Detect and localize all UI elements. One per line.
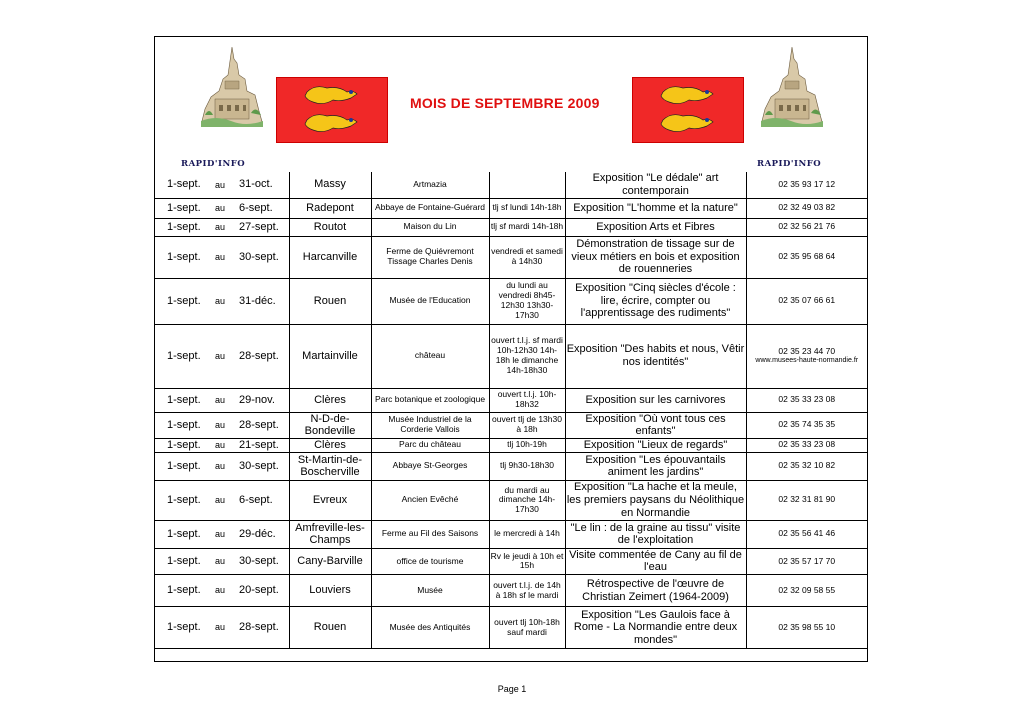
cell-expo xyxy=(565,480,746,520)
cell-expo xyxy=(565,520,746,548)
end-text: 21-sept. xyxy=(239,438,279,451)
cell-phone xyxy=(746,236,867,278)
events-table xyxy=(155,172,867,649)
cell-end xyxy=(238,438,289,452)
cell-hours xyxy=(489,452,565,480)
hours-text: ouvert tlj 10h-18h sauf mardi xyxy=(494,616,560,637)
venue-text: Ferme de Quiévremont Tissage Charles Denis xyxy=(386,246,474,266)
cell-venue xyxy=(371,438,489,452)
venue-text: office de tourisme xyxy=(396,555,464,566)
cell-au xyxy=(215,388,238,412)
cell-au xyxy=(215,607,238,649)
phone-text: 02 32 56 21 76 xyxy=(778,221,836,232)
cell-expo xyxy=(565,412,746,438)
start-text: 1-sept. xyxy=(167,621,201,634)
au-text: au xyxy=(215,179,226,190)
end-text: 31-déc. xyxy=(239,294,276,307)
table-row xyxy=(155,438,867,452)
city-text: Routot xyxy=(313,220,347,233)
end-text: 29-déc. xyxy=(239,527,276,540)
au-text: au xyxy=(215,419,226,430)
cell-end xyxy=(238,575,289,607)
city-text: Louviers xyxy=(309,584,351,597)
table-row xyxy=(155,575,867,607)
phone-text: 02 35 98 55 10 xyxy=(778,621,836,632)
cell-hours xyxy=(489,198,565,218)
cell-au xyxy=(215,412,238,438)
cell-au xyxy=(215,438,238,452)
cell-phone xyxy=(746,198,867,218)
phone-text: 02 35 33 23 08 xyxy=(778,394,836,405)
phone-text: 02 35 56 41 46 xyxy=(778,528,836,539)
cell-city xyxy=(289,324,371,388)
au-text: au xyxy=(215,622,226,633)
hours-text: ouvert tlj de 13h30 à 18h xyxy=(492,414,562,435)
city-text: Radepont xyxy=(306,201,354,214)
end-text: 20-sept. xyxy=(239,584,279,597)
cell-hours xyxy=(489,438,565,452)
table-row xyxy=(155,412,867,438)
cell-end xyxy=(238,480,289,520)
phone-text: 02 35 57 17 70 xyxy=(778,555,836,566)
cell-venue xyxy=(371,172,489,198)
page-title: MOIS DE SEPTEMBRE 2009 xyxy=(410,95,600,111)
cell-start xyxy=(155,198,215,218)
hours-text: tlj sf lundi 14h-18h xyxy=(492,202,562,213)
hours-text: Rv le jeudi à 10h et 15h xyxy=(490,550,564,571)
cell-end xyxy=(238,520,289,548)
hours-text: tlj sf mardi 14h-18h xyxy=(490,221,564,232)
cell-venue xyxy=(371,452,489,480)
cell-venue xyxy=(371,218,489,236)
cell-hours xyxy=(489,480,565,520)
cell-start xyxy=(155,607,215,649)
cell-expo xyxy=(565,198,746,218)
au-text: au xyxy=(215,440,226,451)
city-text: Evreux xyxy=(312,493,348,506)
au-text: au xyxy=(215,394,226,405)
cell-expo xyxy=(565,172,746,198)
venue-text: Parc du château xyxy=(399,439,461,450)
start-text: 1-sept. xyxy=(167,178,201,191)
start-text: 1-sept. xyxy=(167,438,201,451)
cell-phone xyxy=(746,388,867,412)
phone-text: 02 35 32 10 82 xyxy=(778,460,836,471)
expo-text: Exposition "Le dédale" art contemporain xyxy=(592,172,719,197)
cell-city xyxy=(289,218,371,236)
city-text: Harcanville xyxy=(302,250,358,263)
end-text: 6-sept. xyxy=(239,201,273,214)
normandy-flag-right xyxy=(632,77,744,143)
cell-city xyxy=(289,412,371,438)
hours-text: du mardi au dimanche 14h-17h30 xyxy=(498,484,556,515)
hours-text: tlj 10h-19h xyxy=(507,439,547,450)
cell-start xyxy=(155,236,215,278)
cell-hours xyxy=(489,607,565,649)
start-text: 1-sept. xyxy=(167,250,201,263)
cell-expo xyxy=(565,218,746,236)
cell-au xyxy=(215,218,238,236)
venue-text: Ancien Evêché xyxy=(401,494,459,505)
cell-end xyxy=(238,236,289,278)
cell-expo xyxy=(565,324,746,388)
cell-hours xyxy=(489,520,565,548)
end-text: 30-sept. xyxy=(239,459,279,472)
venue-text: Abbaye de Fontaine-Guérard xyxy=(374,202,486,213)
cell-end xyxy=(238,412,289,438)
expo-text: Exposition "La hache et la meule, les premiers paysans du Néolithique en Normandie xyxy=(566,481,745,519)
expo-text: Exposition "Les Gaulois face à Rome - La Normandie entre deux mondes" xyxy=(573,608,738,646)
cell-city xyxy=(289,198,371,218)
expo-text: "Le lin : de la graine au tissu" visite de l'exploitation xyxy=(570,521,741,547)
city-text: Rouen xyxy=(313,294,347,307)
start-text: 1-sept. xyxy=(167,584,201,597)
expo-text: Exposition "Cinq siècles d'école : lire, écrire, compter ou l'apprentissage des rudiments" xyxy=(575,282,736,320)
end-text: 28-sept. xyxy=(239,349,279,362)
expo-text: Rétrospective de l'œuvre de Christian Zeimert (1964-2009) xyxy=(582,577,729,603)
venue-text: Musée des Antiquités xyxy=(389,621,471,632)
end-text: 30-sept. xyxy=(239,250,279,263)
cell-city xyxy=(289,520,371,548)
cell-start xyxy=(155,324,215,388)
cell-end xyxy=(238,172,289,198)
table-row xyxy=(155,278,867,324)
cell-venue xyxy=(371,548,489,574)
table-row xyxy=(155,480,867,520)
au-text: au xyxy=(215,202,226,213)
cell-phone xyxy=(746,520,867,548)
cell-phone xyxy=(746,438,867,452)
au-text: au xyxy=(215,295,226,306)
cell-start xyxy=(155,575,215,607)
expo-text: Exposition "Lieux de regards" xyxy=(583,438,728,451)
cell-au xyxy=(215,548,238,574)
expo-text: Exposition "Les épouvantails animent les jardins" xyxy=(585,453,726,479)
expo-text: Démonstration de tissage sur de vieux métiers en bois et exposition de rouenneries xyxy=(571,238,740,276)
cell-venue xyxy=(371,198,489,218)
cell-city xyxy=(289,452,371,480)
venue-text: Maison du Lin xyxy=(403,221,457,232)
au-text: au xyxy=(215,585,226,596)
city-text: St-Martin-de-Boscherville xyxy=(297,453,363,479)
cell-start xyxy=(155,278,215,324)
venue-text: Musée xyxy=(417,584,443,595)
city-text: Massy xyxy=(314,178,346,191)
cell-venue xyxy=(371,575,489,607)
cell-phone xyxy=(746,607,867,649)
cell-expo xyxy=(565,388,746,412)
cell-start xyxy=(155,480,215,520)
cell-city xyxy=(289,388,371,412)
start-text: 1-sept. xyxy=(167,527,201,540)
cell-end xyxy=(238,607,289,649)
cell-phone xyxy=(746,218,867,236)
cell-hours xyxy=(489,412,565,438)
table-row xyxy=(155,548,867,574)
table-row xyxy=(155,607,867,649)
cell-phone xyxy=(746,548,867,574)
start-text: 1-sept. xyxy=(167,294,201,307)
end-text: 6-sept. xyxy=(239,493,273,506)
cell-start xyxy=(155,438,215,452)
start-text: 1-sept. xyxy=(167,393,201,406)
cell-hours xyxy=(489,218,565,236)
venue-text: Artmazia xyxy=(413,178,447,189)
cell-hours xyxy=(489,236,565,278)
table-row xyxy=(155,324,867,388)
au-text: au xyxy=(215,221,226,232)
cell-phone xyxy=(746,172,867,198)
phone-text: 02 32 31 81 90 xyxy=(778,494,836,505)
au-text: au xyxy=(215,461,226,472)
table-row xyxy=(155,452,867,480)
cell-end xyxy=(238,198,289,218)
expo-text: Exposition "Des habits et nous, Vêtir nos identités" xyxy=(566,343,745,368)
end-text: 28-sept. xyxy=(239,418,279,431)
cell-start xyxy=(155,452,215,480)
cell-hours xyxy=(489,324,565,388)
mont-saint-michel-illustration-right xyxy=(761,45,823,127)
cell-city xyxy=(289,278,371,324)
city-text: Clères xyxy=(314,438,346,451)
rapid-info-logo-left: RAPID'INFO xyxy=(181,159,246,169)
cell-hours xyxy=(489,575,565,607)
table-row xyxy=(155,218,867,236)
cell-phone xyxy=(746,278,867,324)
cell-end xyxy=(238,388,289,412)
table-row xyxy=(155,236,867,278)
cell-expo xyxy=(565,438,746,452)
hours-text: le mercredi à 14h xyxy=(494,528,560,539)
phone-text: 02 35 74 35 35 xyxy=(778,419,836,430)
hours-text: tlj 9h30-18h30 xyxy=(500,460,554,471)
phone-text: 02 35 23 44 70 xyxy=(778,346,836,357)
hours-text: ouvert t.l.j. 10h-18h32 xyxy=(497,389,557,409)
venue-text: Parc botanique et zoologique xyxy=(374,394,486,405)
page-number: Page 1 xyxy=(497,684,527,694)
rapid-info-logo-right: RAPID'INFO xyxy=(757,159,822,169)
mont-saint-michel-illustration-left xyxy=(201,45,263,127)
cell-start xyxy=(155,218,215,236)
cell-start xyxy=(155,172,215,198)
cell-end xyxy=(238,324,289,388)
city-text: Cany-Barville xyxy=(297,555,363,568)
au-text: au xyxy=(215,495,226,506)
expo-text: Exposition "Où vont tous ces enfants" xyxy=(585,412,726,438)
cell-hours xyxy=(489,172,565,198)
phone-text: 02 35 33 23 08 xyxy=(778,439,836,450)
cell-city xyxy=(289,236,371,278)
cell-expo xyxy=(565,236,746,278)
end-text: 29-nov. xyxy=(239,393,275,406)
phone-text: 02 35 93 17 12 xyxy=(778,178,836,189)
cell-au xyxy=(215,236,238,278)
end-text: 27-sept. xyxy=(239,220,279,233)
expo-text: Exposition "L'homme et la nature" xyxy=(573,201,738,214)
cell-au xyxy=(215,278,238,324)
end-text: 28-sept. xyxy=(239,621,279,634)
cell-expo xyxy=(565,607,746,649)
hours-text: ouvert t.l.j. de 14h à 18h sf le mardi xyxy=(493,579,561,600)
document-frame xyxy=(154,36,868,662)
venue-text: Ferme au Fil des Saisons xyxy=(381,528,479,539)
end-text: 31-oct. xyxy=(239,178,273,191)
city-text: Martainville xyxy=(302,349,358,362)
cell-city xyxy=(289,548,371,574)
start-text: 1-sept. xyxy=(167,555,201,568)
cell-venue xyxy=(371,324,489,388)
expo-text: Exposition Arts et Fibres xyxy=(596,220,715,233)
start-text: 1-sept. xyxy=(167,493,201,506)
website-link[interactable]: www.musees-haute-normandie.fr xyxy=(755,356,859,364)
city-text: N-D-de-Bondeville xyxy=(304,412,356,438)
expo-text: Visite commentée de Cany au fil de l'eau xyxy=(569,548,742,574)
table-row xyxy=(155,172,867,198)
cell-phone xyxy=(746,324,867,388)
cell-end xyxy=(238,452,289,480)
cell-phone xyxy=(746,575,867,607)
cell-venue xyxy=(371,520,489,548)
phone-text: 02 35 95 68 64 xyxy=(778,251,836,262)
au-text: au xyxy=(215,350,226,361)
cell-hours xyxy=(489,278,565,324)
cell-au xyxy=(215,324,238,388)
cell-au xyxy=(215,520,238,548)
cell-end xyxy=(238,218,289,236)
cell-phone xyxy=(746,452,867,480)
table-row xyxy=(155,520,867,548)
cell-phone xyxy=(746,480,867,520)
table-row xyxy=(155,388,867,412)
cell-end xyxy=(238,278,289,324)
table-row xyxy=(155,198,867,218)
cell-venue xyxy=(371,388,489,412)
cell-city xyxy=(289,480,371,520)
hours-text: du lundi au vendredi 8h45-12h30 13h30-17h30 xyxy=(498,280,556,320)
city-text: Rouen xyxy=(313,621,347,634)
venue-text: Musée de l'Education xyxy=(389,295,471,306)
normandy-flag-left xyxy=(276,77,388,143)
phone-text: 02 32 49 03 82 xyxy=(778,202,836,213)
cell-venue xyxy=(371,236,489,278)
cell-expo xyxy=(565,548,746,574)
phone-text: 02 35 07 66 61 xyxy=(778,295,836,306)
hours-text: vendredi et samedi à 14h30 xyxy=(491,246,563,266)
start-text: 1-sept. xyxy=(167,418,201,431)
cell-venue xyxy=(371,412,489,438)
cell-phone xyxy=(746,412,867,438)
cell-start xyxy=(155,520,215,548)
au-text: au xyxy=(215,529,226,540)
phone-text: 02 32 09 58 55 xyxy=(778,584,836,595)
cell-au xyxy=(215,198,238,218)
cell-start xyxy=(155,412,215,438)
cell-au xyxy=(215,480,238,520)
venue-text: château xyxy=(414,350,446,361)
cell-city xyxy=(289,172,371,198)
cell-au xyxy=(215,452,238,480)
end-text: 30-sept. xyxy=(239,555,279,568)
cell-venue xyxy=(371,607,489,649)
cell-city xyxy=(289,438,371,452)
start-text: 1-sept. xyxy=(167,459,201,472)
start-text: 1-sept. xyxy=(167,349,201,362)
cell-start xyxy=(155,388,215,412)
start-text: 1-sept. xyxy=(167,201,201,214)
au-text: au xyxy=(215,556,226,567)
cell-city xyxy=(289,607,371,649)
city-text: Amfreville-les-Champs xyxy=(295,521,365,547)
cell-au xyxy=(215,172,238,198)
hours-text: ouvert t.l.j. sf mardi 10h-12h30 14h-18h le dimanche 14h-18h30 xyxy=(491,335,563,375)
cell-expo xyxy=(565,278,746,324)
cell-start xyxy=(155,548,215,574)
cell-expo xyxy=(565,575,746,607)
page-header xyxy=(155,37,867,172)
cell-expo xyxy=(565,452,746,480)
expo-text: Exposition sur les carnivores xyxy=(585,393,726,406)
city-text: Clères xyxy=(314,393,346,406)
venue-text: Musée Industriel de la Corderie Vallois xyxy=(388,414,472,435)
au-text: au xyxy=(215,251,226,262)
cell-venue xyxy=(371,480,489,520)
cell-city xyxy=(289,575,371,607)
cell-au xyxy=(215,575,238,607)
start-text: 1-sept. xyxy=(167,220,201,233)
cell-hours xyxy=(489,388,565,412)
cell-venue xyxy=(371,278,489,324)
venue-text: Abbaye St-Georges xyxy=(392,460,468,471)
cell-end xyxy=(238,548,289,574)
cell-hours xyxy=(489,548,565,574)
